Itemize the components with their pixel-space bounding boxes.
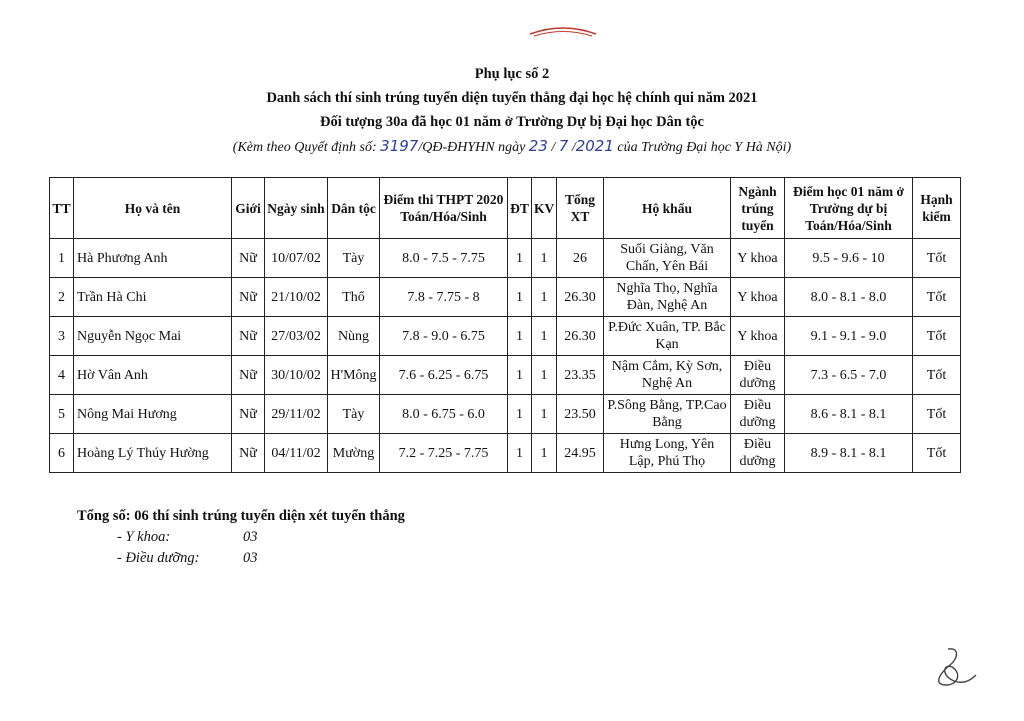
cell-dt: 1 xyxy=(508,434,532,473)
cell-conduct: Tốt xyxy=(913,239,961,278)
cell-ethnicity: Nùng xyxy=(328,317,380,356)
cell-kv: 1 xyxy=(532,239,557,278)
cell-total: 26.30 xyxy=(557,317,604,356)
cell-dob: 21/10/02 xyxy=(265,278,328,317)
cell-conduct: Tốt xyxy=(913,356,961,395)
cell-major: Điều dưỡng xyxy=(731,395,785,434)
cell-kv: 1 xyxy=(532,356,557,395)
cell-gender: Nữ xyxy=(232,356,265,395)
table-header-row xyxy=(50,178,961,239)
cell-score01: 7.3 - 6.5 - 7.0 xyxy=(785,356,913,395)
summary-total: Tổng số: 06 thí sinh trúng tuyển diện xét tuyển thẳng xyxy=(77,508,405,524)
cell-name: Hờ Vân Anh xyxy=(74,356,232,395)
cell-name: Hà Phương Anh xyxy=(74,239,232,278)
cell-conduct: Tốt xyxy=(913,278,961,317)
cell-gender: Nữ xyxy=(232,317,265,356)
cell-score: 8.0 - 7.5 - 7.75 xyxy=(380,239,508,278)
table-row xyxy=(50,278,961,317)
cell-residence: Nậm Cắm, Kỳ Sơn, Nghệ An xyxy=(604,356,731,395)
cell-tt: 4 xyxy=(50,356,74,395)
cell-dt: 1 xyxy=(508,239,532,278)
cell-total: 23.35 xyxy=(557,356,604,395)
cell-major: Y khoa xyxy=(731,278,785,317)
summary-item-count: 03 xyxy=(243,550,258,566)
col-tt: TT xyxy=(50,178,74,239)
table-row xyxy=(50,356,961,395)
cell-dt: 1 xyxy=(508,278,532,317)
cell-score01: 9.1 - 9.1 - 9.0 xyxy=(785,317,913,356)
cell-ethnicity: Thổ xyxy=(328,278,380,317)
decision-month: 7 xyxy=(558,137,569,155)
col-name: Họ và tên xyxy=(74,178,232,239)
cell-tt: 2 xyxy=(50,278,74,317)
col-score: Điểm thi THPT 2020 Toán/Hóa/Sinh xyxy=(380,178,508,239)
cell-dt: 1 xyxy=(508,317,532,356)
cell-ethnicity: Mường xyxy=(328,434,380,473)
cell-kv: 1 xyxy=(532,278,557,317)
cell-tt: 1 xyxy=(50,239,74,278)
col-major: Ngành trúng tuyển xyxy=(731,178,785,239)
cell-kv: 1 xyxy=(532,434,557,473)
decision-year: 2021 xyxy=(575,137,614,155)
cell-ethnicity: Tày xyxy=(328,395,380,434)
decision-number: 3197 xyxy=(380,137,419,155)
decision-prefix: (Kèm theo Quyết định số: xyxy=(232,140,377,155)
cell-score: 7.8 - 9.0 - 6.75 xyxy=(380,317,508,356)
summary-item xyxy=(77,548,405,569)
cell-major: Y khoa xyxy=(731,239,785,278)
decision-reference: (Kèm theo Quyết định số: 3197/QĐ-ĐHYHN ngày 23 / 7 /2021 của Trường Đại học Y Hà Nội) xyxy=(232,137,792,155)
table-row xyxy=(50,395,961,434)
cell-residence: P.Đức Xuân, TP. Bắc Kạn xyxy=(604,317,731,356)
cell-dob: 04/11/02 xyxy=(265,434,328,473)
cell-major: Điều dưỡng xyxy=(731,356,785,395)
cell-total: 24.95 xyxy=(557,434,604,473)
cell-name: Nông Mai Hương xyxy=(74,395,232,434)
cell-major: Điều dưỡng xyxy=(731,434,785,473)
cell-total: 26 xyxy=(557,239,604,278)
cell-total: 26.30 xyxy=(557,278,604,317)
col-gender: Giới xyxy=(232,178,265,239)
cell-dob: 10/07/02 xyxy=(265,239,328,278)
summary-section xyxy=(77,505,405,569)
col-residence: Hộ khẩu xyxy=(604,178,731,239)
cell-gender: Nữ xyxy=(232,278,265,317)
decision-code: /QĐ-ĐHYHN ngày xyxy=(418,140,526,155)
cell-conduct: Tốt xyxy=(913,434,961,473)
decision-day: 23 xyxy=(528,137,548,155)
decision-suffix: của Trường Đại học Y Hà Nội) xyxy=(617,140,792,155)
cell-gender: Nữ xyxy=(232,239,265,278)
col-dt: ĐT xyxy=(508,178,532,239)
cell-dob: 30/10/02 xyxy=(265,356,328,395)
signature-mark xyxy=(930,645,980,690)
cell-name: Hoàng Lý Thúy Hường xyxy=(74,434,232,473)
cell-major: Y khoa xyxy=(731,317,785,356)
cell-residence: Suối Giàng, Văn Chấn, Yên Bái xyxy=(604,239,731,278)
cell-dob: 27/03/02 xyxy=(265,317,328,356)
table-row xyxy=(50,239,961,278)
col-conduct: Hạnh kiểm xyxy=(913,178,961,239)
cell-name: Nguyễn Ngọc Mai xyxy=(74,317,232,356)
document-header xyxy=(0,62,1024,160)
cell-dt: 1 xyxy=(508,395,532,434)
cell-kv: 1 xyxy=(532,395,557,434)
cell-residence: P.Sông Bằng, TP.Cao Bằng xyxy=(604,395,731,434)
cell-score01: 8.9 - 8.1 - 8.1 xyxy=(785,434,913,473)
table-row xyxy=(50,434,961,473)
cell-gender: Nữ xyxy=(232,434,265,473)
cell-score: 7.8 - 7.75 - 8 xyxy=(380,278,508,317)
summary-item-label: - Điều dưỡng: xyxy=(117,550,200,566)
cell-ethnicity: Tày xyxy=(328,239,380,278)
appendix-title: Phụ lục số 2 xyxy=(474,66,550,82)
document-title: Danh sách thí sinh trúng tuyển diện tuyển thẳng đại học hệ chính qui năm 2021 xyxy=(266,90,758,106)
cell-tt: 3 xyxy=(50,317,74,356)
cell-score01: 8.0 - 8.1 - 8.0 xyxy=(785,278,913,317)
cell-tt: 6 xyxy=(50,434,74,473)
cell-residence: Hưng Long, Yên Lập, Phú Thọ xyxy=(604,434,731,473)
table-row xyxy=(50,317,961,356)
candidates-table xyxy=(49,177,961,473)
document-subtitle: Đối tượng 30a đã học 01 năm ở Trường Dự bị Đại học Dân tộc xyxy=(320,114,704,130)
cell-score: 8.0 - 6.75 - 6.0 xyxy=(380,395,508,434)
cell-name: Trần Hà Chi xyxy=(74,278,232,317)
cell-score01: 9.5 - 9.6 - 10 xyxy=(785,239,913,278)
summary-item xyxy=(77,527,405,548)
col-dob: Ngày sinh xyxy=(265,178,328,239)
col-ethnicity: Dân tộc xyxy=(328,178,380,239)
col-total: Tổng XT xyxy=(557,178,604,239)
cell-conduct: Tốt xyxy=(913,317,961,356)
cell-total: 23.50 xyxy=(557,395,604,434)
cell-gender: Nữ xyxy=(232,395,265,434)
cell-score01: 8.6 - 8.1 - 8.1 xyxy=(785,395,913,434)
cell-score: 7.2 - 7.25 - 7.75 xyxy=(380,434,508,473)
cell-ethnicity: H'Mông xyxy=(328,356,380,395)
cell-residence: Nghĩa Thọ, Nghĩa Đàn, Nghệ An xyxy=(604,278,731,317)
cell-conduct: Tốt xyxy=(913,395,961,434)
red-stamp-mark xyxy=(528,22,598,40)
summary-item-count: 03 xyxy=(243,529,258,545)
cell-kv: 1 xyxy=(532,317,557,356)
col-score01: Điểm học 01 năm ở Trường dự bị Toán/Hóa/Sinh xyxy=(785,178,913,239)
cell-score: 7.6 - 6.25 - 6.75 xyxy=(380,356,508,395)
cell-dob: 29/11/02 xyxy=(265,395,328,434)
cell-dt: 1 xyxy=(508,356,532,395)
cell-tt: 5 xyxy=(50,395,74,434)
col-kv: KV xyxy=(532,178,557,239)
summary-item-label: - Y khoa: xyxy=(117,529,171,545)
